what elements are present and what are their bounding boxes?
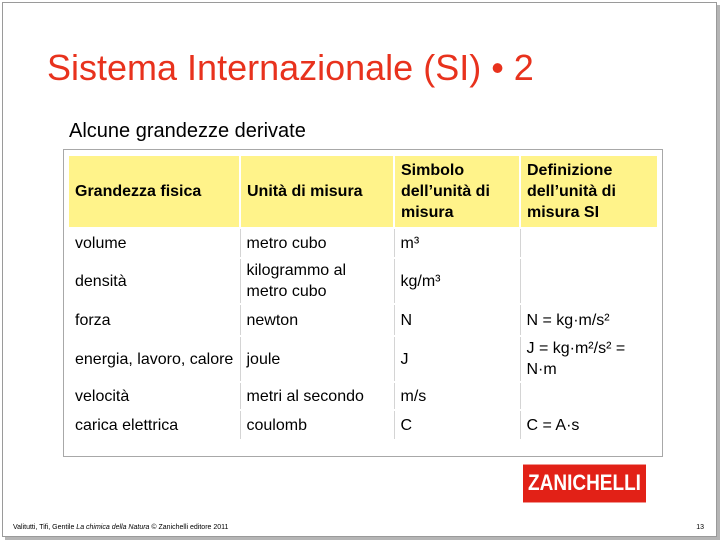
table-cell: densità xyxy=(69,258,240,304)
header-grandezza: Grandezza fisica xyxy=(69,156,240,228)
table-cell xyxy=(520,228,657,258)
table-cell: N xyxy=(394,304,520,336)
table-cell: kilogrammo al metro cubo xyxy=(240,258,394,304)
table-header-row xyxy=(69,156,657,228)
slide-subtitle: Alcune grandezze derivate xyxy=(69,120,306,142)
table-cell: volume xyxy=(69,228,240,258)
header-unita: Unità di misura xyxy=(240,156,394,228)
header-simbolo: Simbolo dell’unità di misura xyxy=(394,156,520,228)
table-cell: energia, lavoro, calore xyxy=(69,336,240,382)
table-cell: J = kg·m²/s² = N·m xyxy=(520,336,657,382)
table-cell xyxy=(520,382,657,410)
table-cell: velocità xyxy=(69,382,240,410)
table-cell: m/s xyxy=(394,382,520,410)
slide-frame xyxy=(2,2,717,537)
table-cell: metro cubo xyxy=(240,228,394,258)
table-cell: C = A·s xyxy=(520,410,657,439)
table-cell: joule xyxy=(240,336,394,382)
table-cell: J xyxy=(394,336,520,382)
slide-title: Sistema Internazionale (SI) • 2 xyxy=(47,47,534,88)
page-number: 13 xyxy=(696,524,704,531)
table-cell: N = kg·m/s² xyxy=(520,304,657,336)
zanichelli-logo: ZANICHELLI xyxy=(523,465,646,503)
derived-units-table xyxy=(69,156,657,439)
footer-book-title: La chimica della Natura xyxy=(76,524,150,531)
table-cell xyxy=(520,258,657,304)
table-cell: C xyxy=(394,410,520,439)
table-cell: metri al secondo xyxy=(240,382,394,410)
footer-authors: Valitutti, Tifi, Gentile xyxy=(13,524,75,531)
table-row xyxy=(69,410,657,439)
table-row xyxy=(69,336,657,382)
table-cell: newton xyxy=(240,304,394,336)
units-table-box xyxy=(63,149,663,457)
table-cell: carica elettrica xyxy=(69,410,240,439)
footer-credits xyxy=(13,524,228,531)
table-row xyxy=(69,304,657,336)
header-definizione: Definizione dell’unità di misura SI xyxy=(520,156,657,228)
table-cell: coulomb xyxy=(240,410,394,439)
table-cell: kg/m³ xyxy=(394,258,520,304)
table-row xyxy=(69,228,657,258)
table-row xyxy=(69,258,657,304)
table-cell: forza xyxy=(69,304,240,336)
footer-publisher: © Zanichelli editore 2011 xyxy=(151,524,229,531)
table-row xyxy=(69,382,657,410)
table-cell: m³ xyxy=(394,228,520,258)
